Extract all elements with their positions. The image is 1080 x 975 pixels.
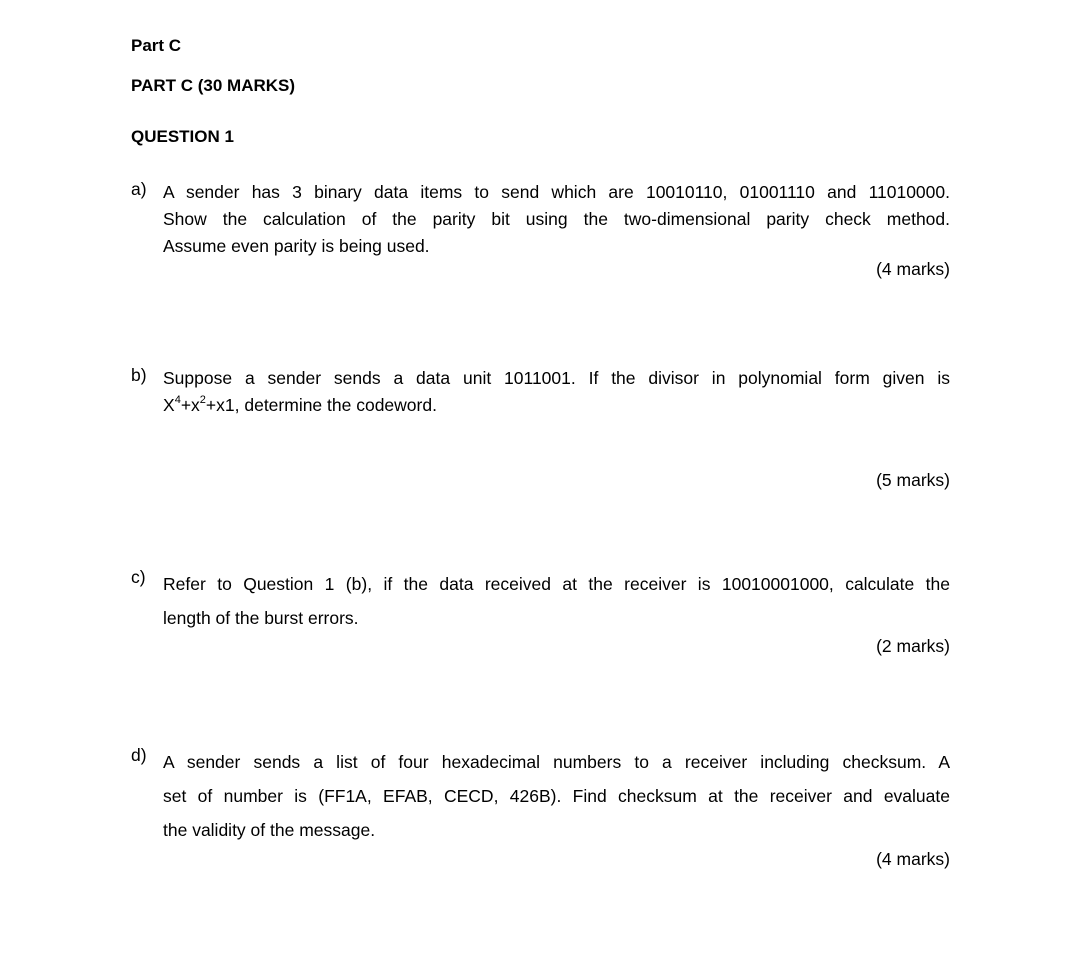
question-c-marks: (2 marks) [876,636,950,656]
question-d-label: d) [131,745,147,765]
part-heading: PART C (30 MARKS) [131,76,296,95]
question-b-label: b) [131,365,147,385]
question-b-marks: (5 marks) [876,470,950,490]
question-c-text [163,567,950,635]
question-c-line-1: Refer to Question 1 (b), if the data received at the receiver is 10010001000, calculate the [163,574,950,594]
question-d-marks: (4 marks) [876,849,950,869]
question-a-marks: (4 marks) [876,259,950,279]
question-b-polynomial: $X^4+x^2+x1$, determine the codeword. [163,394,437,415]
question-b-line-1: Suppose a sender sends a data unit 1011001. If the divisor in polynomial form given is [163,368,950,388]
question-a-text [163,179,950,260]
question-a-line-3: Assume even parity is being used. [163,236,430,256]
question-a-label: a) [131,179,147,199]
question-d-line-1: A sender sends a list of four hexadecimal numbers to a receiver including checksum. A [163,752,950,772]
question-d-line-2: set of number is (FF1A, EFAB, CECD, 426B). Find checksum at the receiver and evaluate [163,786,950,806]
question-heading: QUESTION 1 [131,127,234,146]
question-a-line-2: Show the calculation of the parity bit using the two-dimensional parity check method. [163,209,950,229]
question-c-label: c) [131,567,146,587]
question-a-line-1: A sender has 3 binary data items to send which are 10010110, 01001110 and 11010000. [163,182,950,202]
question-c-line-2: length of the burst errors. [163,608,359,628]
question-b-text [163,365,950,419]
question-d-text [163,745,950,847]
question-d-line-3: the validity of the message. [163,820,376,840]
part-title: Part C [131,36,182,55]
